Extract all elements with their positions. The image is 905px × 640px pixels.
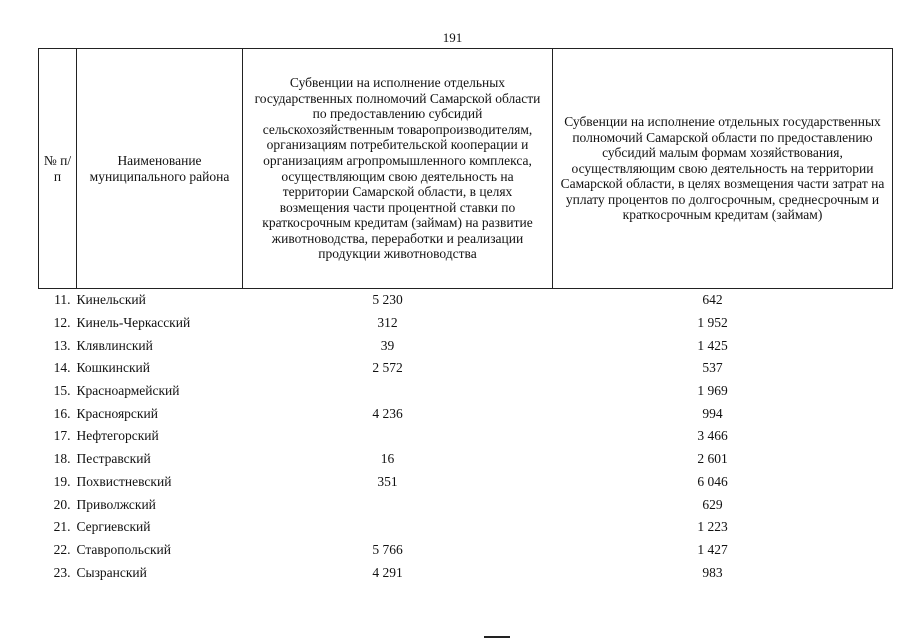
livestock-subsidy-value: 5 766 [372,541,403,557]
row-index: 13. [53,337,71,353]
header-district-name: Наименование муниципального района [77,49,243,289]
row-index: 14. [53,360,71,376]
district-name: Сергиевский [76,519,151,535]
table-row [39,425,893,448]
district-name: Кошкинский [76,360,150,376]
row-index: 16. [53,405,71,421]
row-index: 12. [53,315,71,331]
small-farms-subsidy-value: 1 425 [697,337,728,353]
livestock-subsidy-value: 312 [377,315,398,331]
small-farms-subsidy-value: 1 969 [697,383,728,399]
district-name: Приволжский [76,496,156,512]
subventions-table [38,48,893,584]
table-row [39,516,893,539]
district-name: Кинель-Черкасский [76,315,191,331]
table-row [39,380,893,403]
row-index: 19. [53,473,71,489]
district-name: Клявлинский [76,337,153,353]
livestock-subsidy-value [243,425,553,448]
livestock-subsidy-value: 4 236 [372,405,403,421]
small-farms-subsidy-value: 994 [702,405,723,421]
livestock-subsidy-value: 2 572 [372,360,403,376]
livestock-subsidy-value: 351 [377,473,398,489]
table-row [39,539,893,562]
header-livestock-subsidy: Субвенции на исполнение отдельных государственных полномочий Самарской области по предоставлению субсидий сельскохозяйственным товаропроизводителям, организациям потребительской кооперации и организациям агропромышленного комплекса, осуществляющим свою деятельность на территории Самарской области, в целях возмещения части процентной ставки по краткосрочным кредитам (займам) на развитие животноводства, переработки и реализации продукции животноводства [243,49,553,289]
small-farms-subsidy-value: 537 [702,360,723,376]
row-index: 23. [53,564,71,580]
livestock-subsidy-value: 16 [380,451,395,467]
row-index: 17. [53,428,71,444]
row-index: 18. [53,451,71,467]
district-name: Пестравский [76,451,151,467]
small-farms-subsidy-value: 3 466 [697,428,728,444]
district-name: Сызранский [76,564,147,580]
table-row [39,289,893,312]
row-index: 11. [54,292,71,308]
footer-mark [484,636,510,638]
livestock-subsidy-value [243,493,553,516]
table-row [39,448,893,471]
district-name: Красноярский [76,405,158,421]
row-index: 22. [53,541,71,557]
small-farms-subsidy-value: 1 427 [697,541,728,557]
small-farms-subsidy-value: 629 [702,496,723,512]
table-row [39,312,893,335]
page-number: 191 [442,30,463,45]
small-farms-subsidy-value: 1 952 [697,315,728,331]
district-name: Похвистневский [76,473,172,489]
row-index: 15. [53,383,71,399]
livestock-subsidy-value [243,380,553,403]
livestock-subsidy-value: 4 291 [372,564,403,580]
small-farms-subsidy-value: 642 [702,292,723,308]
livestock-subsidy-value: 5 230 [372,292,403,308]
table-row [39,357,893,380]
table-row [39,334,893,357]
table-header-row [39,49,893,289]
table-row [39,561,893,584]
small-farms-subsidy-value: 1 223 [697,519,728,535]
small-farms-subsidy-value: 6 046 [697,473,728,489]
small-farms-subsidy-value: 983 [702,564,723,580]
table-row [39,493,893,516]
livestock-subsidy-value: 39 [380,337,395,353]
header-small-farms-subsidy: Субвенции на исполнение отдельных государственных полномочий Самарской области по предоставлению субсидий малым формам хозяйствования, осуществляющим свою деятельность на территории Самарской области, в целях возмещения части затрат на уплату процентов по долгосрочным, среднесрочным и краткосрочным кредитам (займам) [553,49,893,289]
district-name: Красноармейский [76,383,180,399]
livestock-subsidy-value [243,516,553,539]
table-row [39,402,893,425]
header-number: № п/п [39,49,77,289]
district-name: Ставропольский [76,541,171,557]
district-name: Нефтегорский [76,428,159,444]
row-index: 21. [53,519,71,535]
district-name: Кинельский [76,292,146,308]
row-index: 20. [53,496,71,512]
table-row [39,471,893,494]
small-farms-subsidy-value: 2 601 [697,451,728,467]
